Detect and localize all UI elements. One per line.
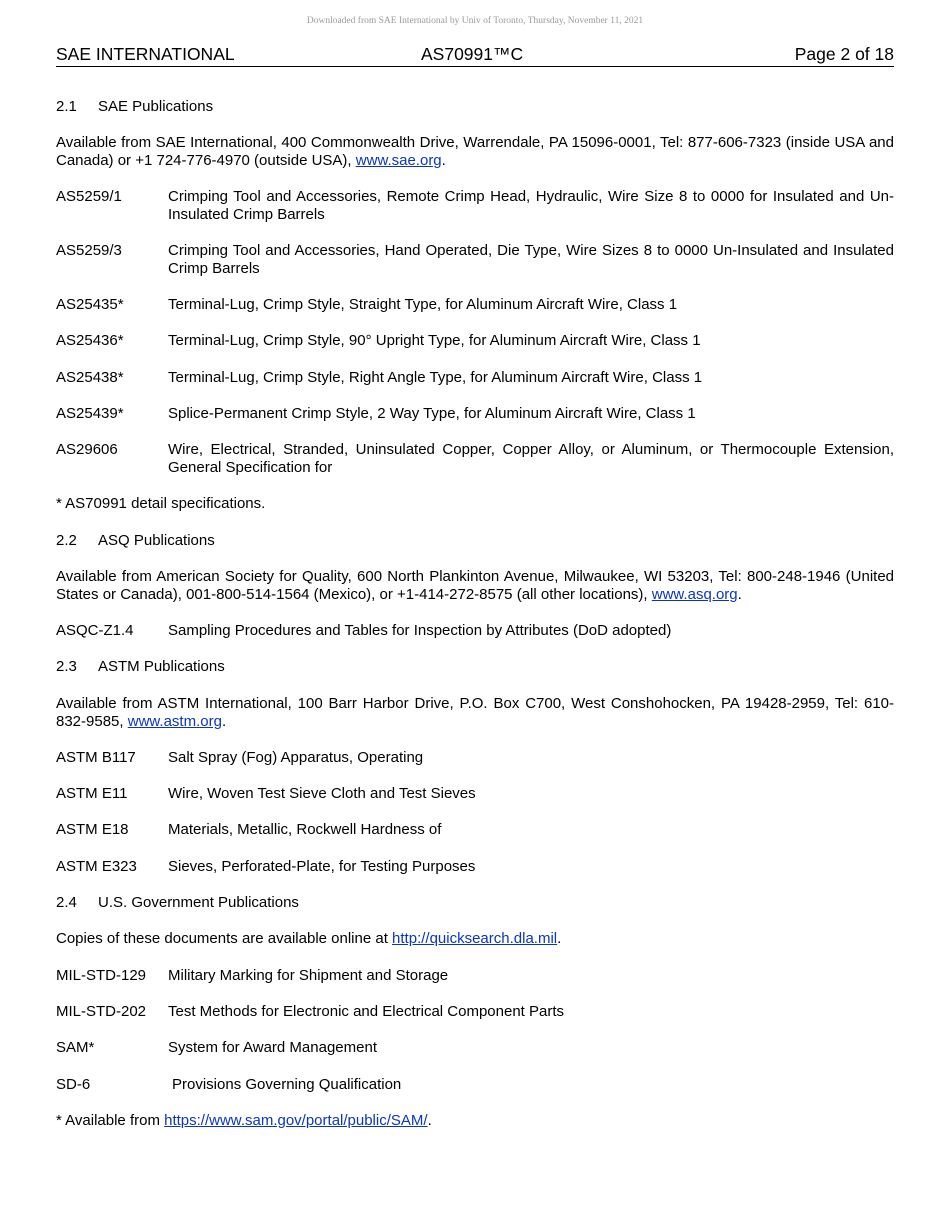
reference-description: Salt Spray (Fog) Apparatus, Operating bbox=[168, 749, 424, 766]
reference-item bbox=[56, 188, 894, 224]
reference-code: ASQC-Z1.4 bbox=[56, 622, 134, 639]
section-title: ASTM Publications bbox=[98, 658, 225, 675]
header-org: SAE INTERNATIONAL bbox=[56, 44, 235, 64]
availability-paragraph-astm: Available from ASTM International, 100 Barr Harbor Drive, P.O. Box C700, West Conshohocken, PA 19428-2959, Tel: 610-832-9585, www.astm.org. bbox=[56, 695, 894, 730]
section-title: SAE Publications bbox=[98, 98, 214, 115]
reference-description: Wire, Electrical, Stranded, Uninsulated Copper, Copper Alloy, or Aluminum, or Thermocouple Extension, General Specification for bbox=[168, 441, 894, 476]
footnote-text: * Available from bbox=[56, 1112, 160, 1129]
sam-portal-link[interactable]: https://www.sam.gov/portal/public/SAM/ bbox=[164, 1112, 428, 1129]
reference-description: Sieves, Perforated-Plate, for Testing Purposes bbox=[168, 858, 476, 875]
reference-description: Terminal-Lug, Crimp Style, Right Angle Type, for Aluminum Aircraft Wire, Class 1 bbox=[168, 369, 703, 386]
section-number: 2.2 bbox=[56, 532, 77, 549]
section-number: 2.1 bbox=[56, 98, 77, 115]
reference-code: ASTM E18 bbox=[56, 821, 129, 838]
reference-item bbox=[56, 1003, 894, 1021]
section-title: U.S. Government Publications bbox=[98, 894, 299, 911]
section-number: 2.4 bbox=[56, 894, 77, 911]
reference-description: Provisions Governing Qualification bbox=[172, 1076, 402, 1093]
reference-code: SD-6 bbox=[56, 1076, 91, 1093]
reference-item bbox=[56, 785, 894, 803]
reference-item bbox=[56, 749, 894, 767]
astm-website-link[interactable]: www.astm.org bbox=[127, 713, 222, 730]
reference-code: AS25436* bbox=[56, 332, 124, 349]
dla-quicksearch-link[interactable]: http://quicksearch.dla.mil bbox=[392, 930, 558, 947]
page-header bbox=[56, 44, 894, 67]
reference-description: Splice-Permanent Crimp Style, 2 Way Type, for Aluminum Aircraft Wire, Class 1 bbox=[168, 405, 696, 422]
reference-description: Military Marking for Shipment and Storage bbox=[168, 967, 449, 984]
reference-code: ASTM E11 bbox=[56, 785, 128, 802]
reference-item bbox=[56, 405, 894, 423]
section-number: 2.3 bbox=[56, 658, 77, 675]
reference-item bbox=[56, 441, 894, 477]
footnote: * AS70991 detail specifications. bbox=[56, 495, 266, 512]
reference-description: System for Award Management bbox=[168, 1039, 377, 1056]
reference-description: Test Methods for Electronic and Electrical Component Parts bbox=[168, 1003, 565, 1020]
reference-item bbox=[56, 332, 894, 350]
reference-description: Wire, Woven Test Sieve Cloth and Test Sieves bbox=[168, 785, 476, 802]
availability-text: Available from American Society for Quality, 600 North Plankinton Avenue, Milwaukee, WI 53203, Tel: 800-248-1946 (United States or Canada), 001-800-514-1564 (Mexico), or +1-414-272-8575 (all other locations), bbox=[56, 568, 894, 603]
header-doc-number: AS70991™C bbox=[421, 44, 524, 64]
reference-description: Sampling Procedures and Tables for Inspection by Attributes (DoD adopted) bbox=[168, 622, 672, 639]
availability-paragraph-sae: Available from SAE International, 400 Commonwealth Drive, Warrendale, PA 15096-0001, Tel: 877-606-7323 (inside USA and Canada) or +1 724-776-4970 (outside USA), www.sae.org. bbox=[56, 134, 894, 169]
asq-website-link[interactable]: www.asq.org bbox=[651, 586, 738, 603]
reference-item bbox=[56, 622, 894, 640]
availability-text: Available from SAE International, 400 Commonwealth Drive, Warrendale, PA 15096-0001, Tel: 877-606-7323 (inside USA and Canada) or +1 724-776-4970 (outside USA), bbox=[56, 134, 894, 169]
reference-item bbox=[56, 858, 894, 876]
sae-website-link[interactable]: www.sae.org bbox=[355, 152, 442, 169]
reference-code: MIL-STD-202 bbox=[56, 1003, 147, 1020]
section-heading-2-2 bbox=[56, 532, 894, 550]
reference-description: Materials, Metallic, Rockwell Hardness of bbox=[168, 821, 442, 838]
reference-description: Terminal-Lug, Crimp Style, 90° Upright Type, for Aluminum Aircraft Wire, Class 1 bbox=[168, 332, 701, 349]
reference-description: Terminal-Lug, Crimp Style, Straight Type, for Aluminum Aircraft Wire, Class 1 bbox=[168, 296, 678, 313]
section-heading-2-1 bbox=[56, 98, 894, 116]
reference-item bbox=[56, 1076, 894, 1094]
reference-item bbox=[56, 821, 894, 839]
availability-text: Available from ASTM International, 100 Barr Harbor Drive, P.O. Box C700, West Conshohocken, PA 19428-2959, Tel: 610-832-9585, bbox=[56, 695, 894, 730]
reference-item bbox=[56, 296, 894, 314]
section-heading-2-4 bbox=[56, 894, 894, 912]
reference-code: AS5259/1 bbox=[56, 188, 122, 205]
reference-code: ASTM E323 bbox=[56, 858, 137, 875]
reference-code: ASTM B117 bbox=[56, 749, 136, 766]
reference-code: SAM* bbox=[56, 1039, 95, 1056]
download-watermark: Downloaded from SAE International by Univ of Toronto, Thursday, November 11, 2021 bbox=[306, 16, 644, 26]
reference-item bbox=[56, 242, 894, 278]
section-heading-2-3 bbox=[56, 658, 894, 676]
reference-code: AS29606 bbox=[56, 441, 118, 458]
reference-code: AS25435* bbox=[56, 296, 124, 313]
availability-paragraph-dla: Copies of these documents are available online at http://quicksearch.dla.mil. bbox=[56, 930, 562, 947]
reference-code: AS25439* bbox=[56, 405, 124, 422]
reference-code: AS5259/3 bbox=[56, 242, 122, 259]
reference-description: Crimping Tool and Accessories, Remote Crimp Head, Hydraulic, Wire Size 8 to 0000 for Insulated and Un-Insulated Crimp Barrels bbox=[168, 188, 894, 223]
reference-item bbox=[56, 967, 894, 985]
reference-code: MIL-STD-129 bbox=[56, 967, 147, 984]
reference-item bbox=[56, 1039, 894, 1057]
footnote: * Available from https://www.sam.gov/portal/public/SAM/. bbox=[56, 1112, 432, 1129]
availability-text: Copies of these documents are available online at bbox=[56, 930, 388, 947]
reference-item bbox=[56, 369, 894, 387]
reference-description: Crimping Tool and Accessories, Hand Operated, Die Type, Wire Sizes 8 to 0000 Un-Insulated and Insulated Crimp Barrels bbox=[168, 242, 894, 277]
header-page-number: Page 2 of 18 bbox=[794, 44, 894, 64]
availability-paragraph-asq: Available from American Society for Quality, 600 North Plankinton Avenue, Milwaukee, WI 53203, Tel: 800-248-1946 (United States or Canada), 001-800-514-1564 (Mexico), or +1-414-272-8575 (all other locations), www.asq.org. bbox=[56, 568, 894, 603]
section-title: ASQ Publications bbox=[98, 532, 215, 549]
reference-code: AS25438* bbox=[56, 369, 124, 386]
